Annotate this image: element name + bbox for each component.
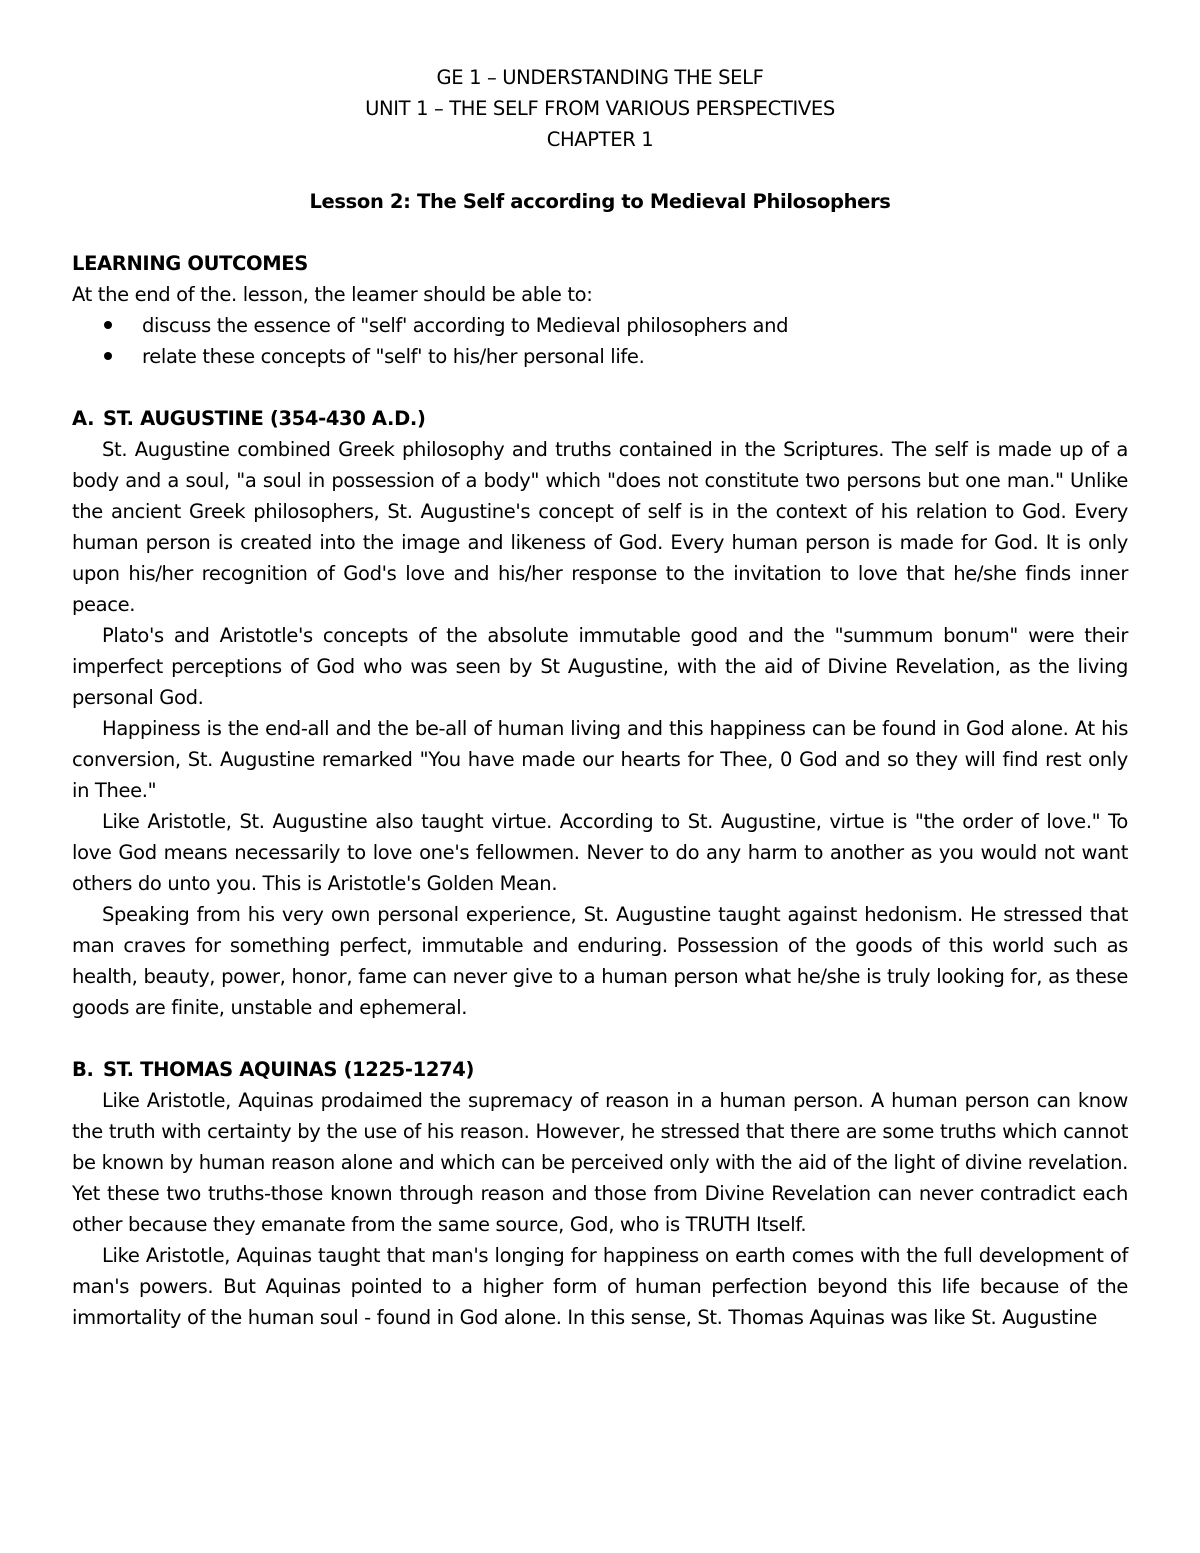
section-title: ST. THOMAS AQUINAS (1225-1274) — [103, 1058, 475, 1081]
title-block — [72, 62, 1128, 217]
unit-title: UNIT 1 – THE SELF FROM VARIOUS PERSPECTIVES — [365, 97, 835, 120]
outcome-text: discuss the essence of "self' according to Medieval philosophers and — [142, 314, 789, 337]
section-letter: B. — [72, 1058, 94, 1081]
outcome-text: relate these concepts of "self' to his/her personal life. — [142, 345, 645, 368]
lesson-title: Lesson 2: The Self according to Medieval Philosophers — [309, 190, 891, 213]
paragraph: St. Augustine combined Greek philosophy and truths contained in the Scriptures. The self is made up of a body and a soul, "a soul in possession of a body" which "does not constitute two persons but one man." Unlike the ancient Greek philosophers, St. Augustine's concept of self is in the context of his relation to God. Every human person is created into the image and likeness of God. Every human person is made for God. It is only upon his/her recognition of God's love and his/her response to the invitation to love that he/she finds inner peace. — [72, 438, 1128, 616]
paragraph: Happiness is the end-all and the be-all of human living and this happiness can be found in God alone. At his conversion, St. Augustine remarked "You have made our hearts for Thee, 0 God and so they will find rest only in Thee." — [72, 717, 1128, 802]
course-title: GE 1 – UNDERSTANDING THE SELF — [436, 66, 764, 89]
paragraph: Speaking from his very own personal experience, St. Augustine taught against hedonism. He stressed that man craves for something perfect, immutable and enduring. Possession of the goods of this world such as health, beauty, power, honor, fame can never give to a human person what he/she is truly looking for, as these goods are finite, unstable and ephemeral. — [72, 903, 1128, 1019]
paragraph: Like Aristotle, St. Augustine also taught virtue. According to St. Augustine, virtue is "the order of love." To love God means necessarily to love one's fellowmen. Never to do any harm to another as you would not want others do unto you. This is Aristotle's Golden Mean. — [72, 810, 1128, 895]
paragraph: Plato's and Aristotle's concepts of the absolute immutable good and the "summum bonum" were their imperfect perceptions of God who was seen by St Augustine, with the aid of Divine Revelation, as the living personal God. — [72, 624, 1128, 709]
chapter-title: CHAPTER 1 — [546, 128, 654, 151]
section-a-heading — [72, 403, 1128, 434]
bullet-icon — [104, 321, 112, 329]
list-item — [72, 341, 1128, 372]
learning-outcomes-intro: At the end of the. lesson, the leamer should be able to: — [72, 283, 593, 306]
list-item — [72, 310, 1128, 341]
document-page — [72, 62, 1128, 1333]
section-title: ST. AUGUSTINE (354-430 A.D.) — [103, 407, 426, 430]
learning-outcomes-heading: LEARNING OUTCOMES — [72, 252, 308, 275]
paragraph: Like Aristotle, Aquinas prodaimed the supremacy of reason in a human person. A human person can know the truth with certainty by the use of his reason. However, he stressed that there are some truths which cannot be known by human reason alone and which can be perceived only with the aid of the light of divine revelation. Yet these two truths-those known through reason and those from Divine Revelation can never contradict each other because they emanate from the same source, God, who is TRUTH Itself. — [72, 1089, 1128, 1236]
learning-outcomes-list — [72, 310, 1128, 372]
section-letter: A. — [72, 407, 95, 430]
bullet-icon — [104, 352, 112, 360]
paragraph: Like Aristotle, Aquinas taught that man's longing for happiness on earth comes with the full development of man's powers. But Aquinas pointed to a higher form of human perfection beyond this life because of the immortality of the human soul - found in God alone. In this sense, St. Thomas Aquinas was like St. Augustine — [72, 1244, 1128, 1329]
section-b-heading — [72, 1054, 1128, 1085]
